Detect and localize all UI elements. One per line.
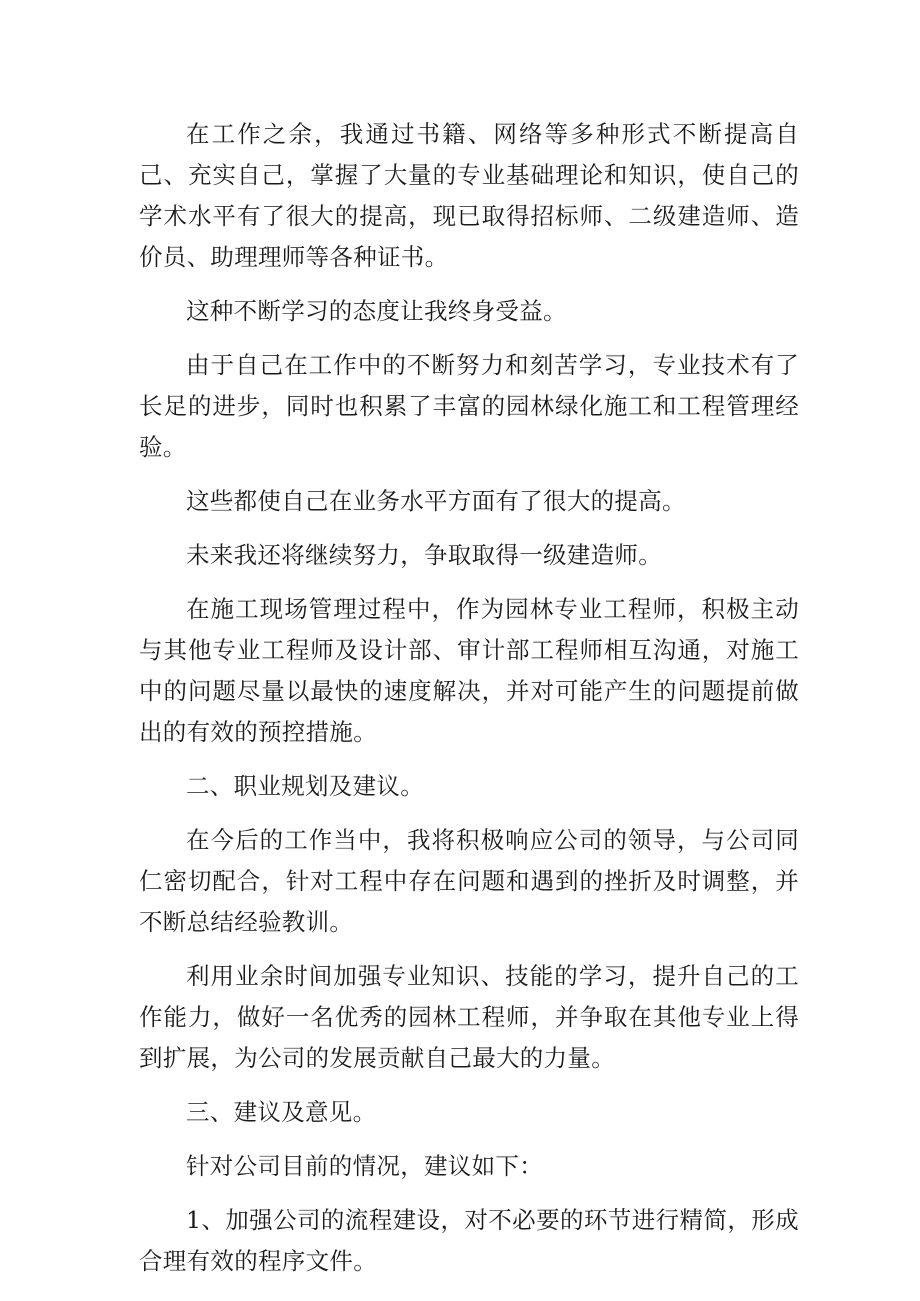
paragraph-suggestion-1: 1、加强公司的流程建设，对不必要的环节进行精简，形成合理有效的程序文件。 <box>139 1206 799 1275</box>
section-heading-suggestions: 三、建议及意见。 <box>186 1098 377 1126</box>
paragraph-self-development: 利用业余时间加强专业知识、技能的学习，提升自己的工作能力，做好一名优秀的园林工程师，并争取在其他专业上得到扩展，为公司的发展贡献自己最大的力量。 <box>139 962 799 1072</box>
paragraph-improvement: 这些都使自己在业务水平方面有了很大的提高。 <box>186 487 686 515</box>
paragraph-attitude: 这种不断学习的态度让我终身受益。 <box>186 297 567 325</box>
paragraph-future-goal: 未来我还将继续努力，争取取得一级建造师。 <box>186 541 662 569</box>
paragraph-cooperation: 在今后的工作当中，我将积极响应公司的领导，与公司同仁密切配合，针对工程中存在问题和遇到的挫折及时调整，并不断总结经验教训。 <box>139 826 799 936</box>
paragraph-site-management: 在施工现场管理过程中，作为园林专业工程师，积极主动与其他专业工程师及设计部、审计部工程师相互沟通，对施工中的问题尽量以最快的速度解决，并对可能产生的问题提前做出的有效的预控措施。 <box>139 595 799 746</box>
paragraph-suggestion-intro: 针对公司目前的情况，建议如下： <box>186 1152 543 1180</box>
paragraph-study: 在工作之余，我通过书籍、网络等多种形式不断提高自己、充实自己，掌握了大量的专业基础理论和知识，使自己的学术水平有了很大的提高，现已取得招标师、二级建造师、造价员、助理理师等各种证书。 <box>139 120 799 271</box>
document-body <box>139 114 799 1295</box>
paragraph-progress: 由于自己在工作中的不断努力和刻苦学习，专业技术有了长足的进步，同时也积累了丰富的园林绿化施工和工程管理经验。 <box>139 351 799 461</box>
section-heading-career-plan: 二、职业规划及建议。 <box>186 772 424 800</box>
